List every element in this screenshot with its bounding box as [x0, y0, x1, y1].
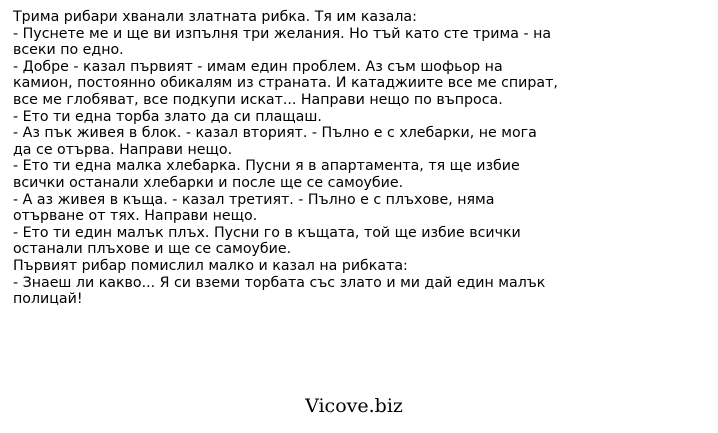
joke-line: да се отърва. Направи нещо.	[13, 141, 233, 158]
joke-line: всеки по едно.	[13, 42, 124, 59]
joke-line: - Ето ти една торба злато да си плащаш.	[13, 108, 322, 125]
joke-line: - Добре - казал първият - имам един проблем. Аз съм шофьор на	[13, 58, 503, 75]
joke-line: всички останали хлебарки и после ще се самоубие.	[13, 174, 404, 191]
joke-line: все ме глобяват, все подкупи искат... Направи нещо по въпроса.	[13, 91, 503, 108]
joke-line: Трима рибари хванали златната рибка. Тя им казала:	[13, 9, 417, 25]
joke-line: - Знаеш ли какво... Я си вземи торбата със злато и ми дай един малък	[13, 274, 546, 291]
joke-line: Първият рибар помислил малко и казал на рибката:	[13, 257, 408, 274]
joke-line: - Ето ти една малка хлебарка. Пусни я в апартамента, тя ще избие	[13, 158, 520, 175]
site-watermark: Vicove.biz	[305, 395, 403, 417]
joke-line: - Аз пък живея в блок. - казал вторият. - Пълно е с хлебарки, не мога	[13, 125, 537, 142]
joke-line: полицай!	[13, 291, 83, 308]
joke-line: - Ето ти един малък плъх. Пусни го в къщата, той ще избие всички	[13, 224, 521, 241]
joke-line: отърване от тях. Направи нещо.	[13, 208, 258, 225]
joke-text	[13, 9, 593, 308]
joke-line: камион, постоянно обикалям из страната. И катаджиите все ме спират,	[13, 75, 558, 92]
joke-line: - Пуснете ме и ще ви изпълня три желания. Но тъй като сте трима - на	[13, 25, 552, 42]
joke-line: останали плъхове и ще се самоубие.	[13, 241, 292, 258]
joke-line: - А аз живея в къща. - казал третият. - Пълно е с плъхове, няма	[13, 191, 495, 208]
